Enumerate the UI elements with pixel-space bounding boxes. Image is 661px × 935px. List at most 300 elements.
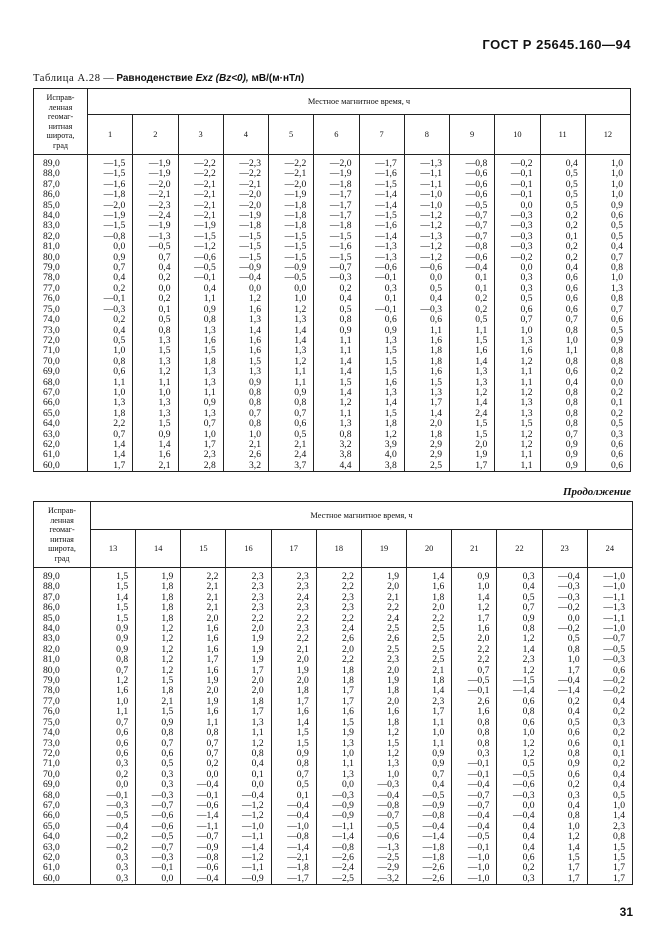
- value-cell: —2,1: [271, 853, 316, 863]
- value-cell: 2,3: [271, 603, 316, 613]
- value-cell: 1,8: [407, 593, 452, 603]
- column-header-hour: 14: [136, 530, 181, 568]
- value-cell: 0,4: [540, 378, 585, 388]
- value-cell: 0,2: [181, 759, 226, 769]
- value-cell: —0,5: [136, 832, 181, 842]
- table-row: [34, 568, 633, 583]
- value-cell: —2,1: [133, 190, 178, 200]
- value-cell: —0,3: [136, 791, 181, 801]
- value-cell: —0,8: [88, 232, 133, 242]
- latitude-cell: 78,0: [34, 273, 88, 283]
- table-row: [34, 315, 631, 325]
- latitude-header: Исправ- ленная геомаг- нитная широта, град: [34, 89, 88, 155]
- value-cell: —1,7: [314, 190, 359, 200]
- column-header-hour: 24: [587, 530, 632, 568]
- value-cell: 2,8: [178, 461, 223, 472]
- value-cell: 0,8: [91, 655, 136, 665]
- value-cell: 0,1: [585, 398, 630, 408]
- value-cell: 1,5: [136, 676, 181, 686]
- value-cell: 0,6: [359, 315, 404, 325]
- value-cell: 0,5: [404, 284, 449, 294]
- value-cell: 1,3: [316, 770, 361, 780]
- column-header-hour: 23: [542, 530, 587, 568]
- column-header-hour: 8: [404, 115, 449, 155]
- value-cell: 1,4: [314, 357, 359, 367]
- table-row: [34, 780, 633, 790]
- value-cell: 0,3: [359, 284, 404, 294]
- value-cell: 1,5: [450, 419, 495, 429]
- latitude-cell: 82,0: [34, 232, 88, 242]
- value-cell: 2,0: [226, 676, 271, 686]
- value-cell: 0,8: [223, 388, 268, 398]
- value-cell: —0,4: [271, 801, 316, 811]
- value-cell: 1,5: [361, 739, 406, 749]
- value-cell: 0,2: [133, 294, 178, 304]
- value-cell: 0,6: [540, 284, 585, 294]
- value-cell: —1,9: [133, 155, 178, 170]
- latitude-cell: 67,0: [34, 801, 91, 811]
- value-cell: —0,4: [361, 791, 406, 801]
- latitude-cell: 74,0: [34, 728, 91, 738]
- latitude-cell: 81,0: [34, 242, 88, 252]
- value-cell: 1,3: [133, 357, 178, 367]
- value-cell: 1,4: [404, 409, 449, 419]
- value-cell: 0,8: [452, 718, 497, 728]
- value-cell: 3,2: [314, 440, 359, 450]
- value-cell: 1,6: [452, 624, 497, 634]
- value-cell: —1,8: [269, 201, 314, 211]
- latitude-cell: 89,0: [34, 568, 91, 583]
- value-cell: 2,6: [316, 634, 361, 644]
- value-cell: 1,5: [91, 614, 136, 624]
- value-cell: 1,0: [133, 388, 178, 398]
- latitude-cell: 77,0: [34, 697, 91, 707]
- value-cell: 0,0: [495, 201, 540, 211]
- value-cell: —0,4: [450, 263, 495, 273]
- value-cell: —0,3: [542, 593, 587, 603]
- value-cell: —1,4: [542, 686, 587, 696]
- value-cell: 1,2: [359, 430, 404, 440]
- value-cell: 0,0: [136, 874, 181, 885]
- value-cell: —1,4: [271, 843, 316, 853]
- value-cell: 0,9: [223, 378, 268, 388]
- value-cell: —2,0: [314, 155, 359, 170]
- value-cell: 1,7: [404, 398, 449, 408]
- value-cell: —1,5: [269, 253, 314, 263]
- value-cell: 0,4: [497, 832, 542, 842]
- value-cell: —0,8: [407, 811, 452, 821]
- value-cell: —1,0: [271, 822, 316, 832]
- value-cell: 1,7: [178, 440, 223, 450]
- value-cell: 0,4: [314, 294, 359, 304]
- value-cell: 0,4: [542, 707, 587, 717]
- value-cell: 0,5: [133, 315, 178, 325]
- value-cell: 0,2: [585, 388, 630, 398]
- value-cell: 1,3: [88, 398, 133, 408]
- value-cell: 1,2: [314, 398, 359, 408]
- value-cell: 2,4: [271, 593, 316, 603]
- latitude-cell: 73,0: [34, 326, 88, 336]
- value-cell: 0,4: [587, 697, 632, 707]
- value-cell: 0,2: [540, 242, 585, 252]
- value-cell: 0,8: [314, 430, 359, 440]
- value-cell: —0,1: [178, 273, 223, 283]
- data-table-1: [33, 88, 631, 472]
- value-cell: 1,3: [495, 336, 540, 346]
- value-cell: —0,3: [316, 791, 361, 801]
- value-cell: —0,5: [361, 822, 406, 832]
- table-row: [34, 367, 631, 377]
- value-cell: —0,4: [226, 791, 271, 801]
- value-cell: 2,2: [88, 419, 133, 429]
- value-cell: 0,9: [540, 440, 585, 450]
- value-cell: 2,5: [407, 645, 452, 655]
- value-cell: 0,3: [585, 430, 630, 440]
- value-cell: 0,0: [181, 770, 226, 780]
- value-cell: —0,1: [91, 791, 136, 801]
- latitude-cell: 70,0: [34, 770, 91, 780]
- value-cell: 1,1: [133, 378, 178, 388]
- column-header-hour: 19: [361, 530, 406, 568]
- value-cell: —0,6: [450, 169, 495, 179]
- value-cell: —2,1: [178, 180, 223, 190]
- value-cell: 1,8: [404, 430, 449, 440]
- table-row: [34, 728, 633, 738]
- value-cell: —1,1: [316, 822, 361, 832]
- value-cell: 3,8: [314, 450, 359, 460]
- value-cell: 2,2: [316, 582, 361, 592]
- value-cell: 0,5: [540, 201, 585, 211]
- value-cell: 2,6: [223, 450, 268, 460]
- value-cell: 2,3: [271, 624, 316, 634]
- value-cell: 1,7: [542, 874, 587, 885]
- value-cell: 0,4: [587, 780, 632, 790]
- value-cell: 0,1: [271, 791, 316, 801]
- value-cell: 1,8: [404, 346, 449, 356]
- value-cell: 1,8: [359, 419, 404, 429]
- value-cell: 2,2: [271, 614, 316, 624]
- value-cell: —1,1: [404, 180, 449, 190]
- latitude-cell: 60,0: [34, 874, 91, 885]
- value-cell: 1,1: [314, 336, 359, 346]
- value-cell: —1,8: [407, 843, 452, 853]
- value-cell: 0,4: [497, 822, 542, 832]
- value-cell: —0,2: [587, 676, 632, 686]
- value-cell: 0,4: [540, 155, 585, 170]
- value-cell: —0,6: [136, 811, 181, 821]
- value-cell: 2,3: [178, 450, 223, 460]
- column-header-hour: 7: [359, 115, 404, 155]
- value-cell: 1,5: [587, 843, 632, 853]
- value-cell: 0,2: [540, 253, 585, 263]
- value-cell: —1,5: [88, 221, 133, 231]
- value-cell: 2,2: [407, 614, 452, 624]
- value-cell: 0,8: [540, 398, 585, 408]
- value-cell: 2,1: [269, 440, 314, 450]
- value-cell: 0,8: [540, 326, 585, 336]
- value-cell: 1,1: [316, 759, 361, 769]
- latitude-cell: 84,0: [34, 624, 91, 634]
- value-cell: 1,0: [585, 190, 630, 200]
- value-cell: 2,0: [271, 655, 316, 665]
- value-cell: 0,8: [540, 357, 585, 367]
- value-cell: 0,7: [181, 739, 226, 749]
- value-cell: 1,4: [314, 367, 359, 377]
- value-cell: 2,1: [181, 593, 226, 603]
- latitude-cell: 63,0: [34, 430, 88, 440]
- value-cell: 0,4: [178, 284, 223, 294]
- value-cell: 1,2: [223, 294, 268, 304]
- value-cell: —1,3: [359, 253, 404, 263]
- value-cell: 0,6: [587, 666, 632, 676]
- value-cell: 0,5: [585, 326, 630, 336]
- value-cell: 2,5: [361, 624, 406, 634]
- value-cell: —0,4: [271, 811, 316, 821]
- value-cell: 4,0: [359, 450, 404, 460]
- value-cell: 0,4: [226, 759, 271, 769]
- latitude-cell: 83,0: [34, 221, 88, 231]
- value-cell: 0,6: [404, 315, 449, 325]
- value-cell: 2,6: [361, 634, 406, 644]
- value-cell: 1,2: [542, 832, 587, 842]
- value-cell: 2,0: [452, 634, 497, 644]
- value-cell: 1,2: [495, 440, 540, 450]
- value-cell: 3,2: [223, 461, 268, 472]
- value-cell: 1,2: [495, 430, 540, 440]
- value-cell: 0,2: [540, 211, 585, 221]
- value-cell: 0,9: [133, 430, 178, 440]
- value-cell: 0,0: [91, 780, 136, 790]
- value-cell: —0,2: [495, 155, 540, 170]
- column-header-hour: 12: [585, 115, 630, 155]
- value-cell: —1,9: [88, 211, 133, 221]
- value-cell: 0,7: [452, 666, 497, 676]
- value-cell: 0,5: [495, 294, 540, 304]
- value-cell: —1,2: [178, 242, 223, 252]
- value-cell: 1,6: [450, 346, 495, 356]
- value-cell: —2,0: [88, 201, 133, 211]
- value-cell: 0,4: [404, 294, 449, 304]
- value-cell: —1,7: [271, 874, 316, 885]
- value-cell: 2,3: [226, 582, 271, 592]
- value-cell: —0,3: [542, 582, 587, 592]
- value-cell: —0,3: [91, 801, 136, 811]
- value-cell: 1,1: [407, 718, 452, 728]
- latitude-cell: 84,0: [34, 211, 88, 221]
- value-cell: 0,2: [540, 221, 585, 231]
- value-cell: 0,1: [587, 739, 632, 749]
- value-cell: 0,8: [585, 346, 630, 356]
- value-cell: —0,4: [542, 676, 587, 686]
- table-row: [34, 874, 633, 885]
- value-cell: —1,5: [88, 155, 133, 170]
- value-cell: —2,4: [133, 211, 178, 221]
- latitude-cell: 79,0: [34, 676, 91, 686]
- value-cell: 3,7: [269, 461, 314, 472]
- value-cell: 0,8: [133, 326, 178, 336]
- value-cell: 1,4: [314, 388, 359, 398]
- value-cell: 1,5: [404, 378, 449, 388]
- value-cell: 1,5: [450, 430, 495, 440]
- latitude-cell: 77,0: [34, 284, 88, 294]
- value-cell: 0,4: [133, 263, 178, 273]
- value-cell: 0,7: [497, 603, 542, 613]
- value-cell: 0,8: [540, 419, 585, 429]
- value-cell: 0,5: [540, 190, 585, 200]
- value-cell: 1,3: [450, 367, 495, 377]
- value-cell: 0,8: [452, 739, 497, 749]
- value-cell: 0,2: [91, 770, 136, 780]
- value-cell: —0,1: [495, 190, 540, 200]
- value-cell: 1,5: [178, 346, 223, 356]
- value-cell: —1,4: [407, 832, 452, 842]
- continuation-label: Продолжение: [562, 486, 631, 498]
- value-cell: 0,5: [271, 780, 316, 790]
- value-cell: 0,8: [542, 811, 587, 821]
- value-cell: —0,9: [407, 801, 452, 811]
- value-cell: —1,2: [404, 253, 449, 263]
- value-cell: 1,6: [359, 378, 404, 388]
- value-cell: 2,2: [226, 614, 271, 624]
- value-cell: 1,4: [407, 686, 452, 696]
- value-cell: 0,9: [178, 398, 223, 408]
- value-cell: 0,9: [585, 336, 630, 346]
- value-cell: 0,5: [587, 791, 632, 801]
- value-cell: 2,2: [316, 614, 361, 624]
- value-cell: —1,8: [407, 853, 452, 863]
- value-cell: 2,1: [361, 593, 406, 603]
- value-cell: 1,6: [316, 707, 361, 717]
- value-cell: 0,4: [497, 582, 542, 592]
- value-cell: 0,2: [542, 780, 587, 790]
- value-cell: 1,6: [223, 336, 268, 346]
- value-cell: —0,7: [450, 232, 495, 242]
- value-cell: 0,0: [542, 614, 587, 624]
- value-cell: 1,2: [136, 655, 181, 665]
- value-cell: 0,6: [540, 273, 585, 283]
- column-header-hour: 9: [450, 115, 495, 155]
- value-cell: —0,8: [361, 801, 406, 811]
- value-cell: 2,1: [271, 645, 316, 655]
- value-cell: 0,9: [271, 749, 316, 759]
- value-cell: —2,0: [223, 201, 268, 211]
- value-cell: 2,9: [404, 450, 449, 460]
- value-cell: 1,2: [91, 676, 136, 686]
- value-cell: 1,2: [497, 749, 542, 759]
- value-cell: 1,6: [181, 624, 226, 634]
- value-cell: —2,0: [269, 180, 314, 190]
- value-cell: 1,7: [542, 666, 587, 676]
- value-cell: 0,2: [585, 409, 630, 419]
- value-cell: 1,6: [181, 634, 226, 644]
- value-cell: 2,3: [271, 568, 316, 583]
- value-cell: 0,3: [495, 273, 540, 283]
- value-cell: —0,1: [452, 770, 497, 780]
- column-header-hour: 5: [269, 115, 314, 155]
- value-cell: —2,4: [316, 863, 361, 873]
- value-cell: —0,4: [542, 568, 587, 583]
- value-cell: —0,3: [88, 305, 133, 315]
- value-cell: 2,2: [181, 568, 226, 583]
- value-cell: 1,1: [88, 378, 133, 388]
- value-cell: 0,2: [587, 759, 632, 769]
- value-cell: —0,6: [359, 263, 404, 273]
- latitude-cell: 65,0: [34, 409, 88, 419]
- latitude-cell: 64,0: [34, 832, 91, 842]
- value-cell: —0,1: [359, 305, 404, 315]
- value-cell: —1,4: [359, 232, 404, 242]
- latitude-cell: 71,0: [34, 346, 88, 356]
- value-cell: —2,1: [178, 190, 223, 200]
- value-cell: —0,4: [181, 780, 226, 790]
- value-cell: 0,0: [495, 263, 540, 273]
- value-cell: 2,5: [404, 461, 449, 472]
- value-cell: —1,1: [181, 822, 226, 832]
- latitude-cell: 69,0: [34, 780, 91, 790]
- value-cell: —0,7: [450, 221, 495, 231]
- value-cell: —1,3: [361, 843, 406, 853]
- value-cell: —3,2: [361, 874, 406, 885]
- value-cell: —0,7: [136, 843, 181, 853]
- value-cell: 1,6: [223, 305, 268, 315]
- value-cell: 0,3: [587, 718, 632, 728]
- value-cell: 0,6: [91, 749, 136, 759]
- value-cell: —1,1: [404, 169, 449, 179]
- value-cell: —2,2: [223, 169, 268, 179]
- column-header-hour: 13: [91, 530, 136, 568]
- value-cell: 2,2: [361, 603, 406, 613]
- value-cell: 0,8: [497, 707, 542, 717]
- value-cell: 1,8: [88, 409, 133, 419]
- column-header-hour: 17: [271, 530, 316, 568]
- value-cell: 2,2: [271, 634, 316, 644]
- value-cell: —0,8: [450, 155, 495, 170]
- value-cell: 0,7: [540, 315, 585, 325]
- value-cell: —1,6: [359, 221, 404, 231]
- value-cell: 1,6: [223, 346, 268, 356]
- value-cell: 1,2: [269, 305, 314, 315]
- value-cell: 0,9: [178, 305, 223, 315]
- value-cell: 1,4: [269, 326, 314, 336]
- value-cell: —1,2: [226, 853, 271, 863]
- value-cell: 2,3: [226, 603, 271, 613]
- value-cell: 0,9: [269, 388, 314, 398]
- value-cell: 1,0: [269, 294, 314, 304]
- value-cell: —1,6: [314, 242, 359, 252]
- value-cell: 2,3: [587, 822, 632, 832]
- value-cell: 1,2: [361, 749, 406, 759]
- title-prefix: Равноденствие: [116, 73, 196, 84]
- value-cell: 0,8: [314, 315, 359, 325]
- value-cell: —1,4: [316, 832, 361, 842]
- column-header-hour: 4: [223, 115, 268, 155]
- value-cell: —0,2: [91, 843, 136, 853]
- value-cell: 0,7: [91, 666, 136, 676]
- value-cell: —1,8: [314, 180, 359, 190]
- value-cell: 0,6: [542, 728, 587, 738]
- latitude-cell: 85,0: [34, 201, 88, 211]
- standard-number: ГОСТ Р 25645.160—94: [482, 37, 631, 52]
- value-cell: 1,3: [133, 398, 178, 408]
- value-cell: 1,5: [359, 367, 404, 377]
- value-cell: —1,3: [133, 232, 178, 242]
- value-cell: 0,7: [269, 409, 314, 419]
- latitude-cell: 64,0: [34, 419, 88, 429]
- value-cell: 1,6: [178, 336, 223, 346]
- value-cell: —1,5: [88, 169, 133, 179]
- value-cell: 2,2: [452, 645, 497, 655]
- value-cell: 1,3: [133, 336, 178, 346]
